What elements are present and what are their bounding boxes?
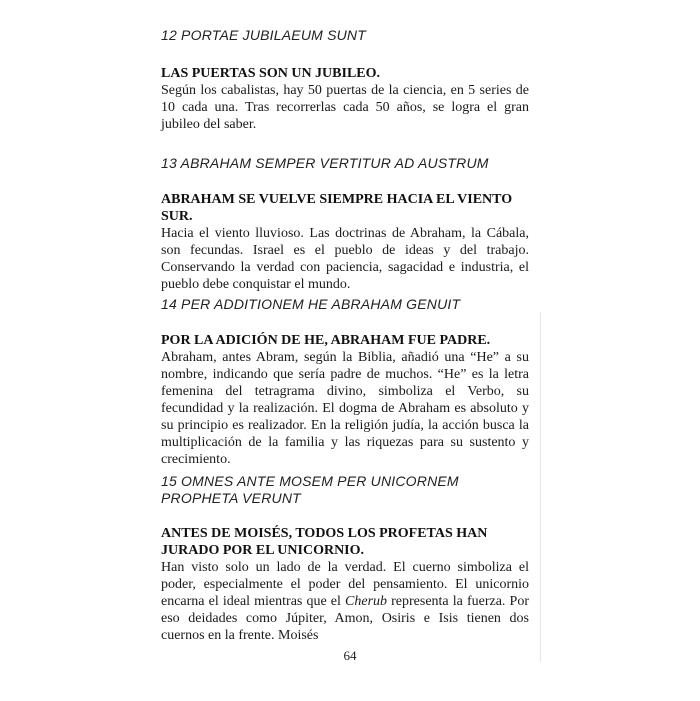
section-body: Hacia el viento lluvioso. Las doctrinas de Abraham, la Cábala, son fecundas. Israel es el pueblo de ideas y del trabajo. Conservando la verdad con paciencia, sagacidad e industria, el pueblo debe conquistar el mundo. [161, 226, 529, 292]
section-heading: 14 PER ADDITIONEM HE ABRAHAM GENUIT [161, 296, 461, 312]
page-edge-line [540, 312, 541, 662]
page-number: 64 [343, 648, 357, 663]
section-body: Abraham, antes Abram, según la Biblia, añadió una “He” a su nombre, indicando que sería padre de muchos. “He” es la letra femenina del tetragrama divino, simboliza el Verbo, su fecundidad y la realización. El dogma de Abraham es absoluto y su principio es realizador. En la religión judía, la acción busca la multiplicación de la familia y las riquezas para su sustento y crecimiento. [161, 350, 529, 467]
section-15 [161, 473, 529, 644]
section-subtitle: ABRAHAM SE VUELVE SIEMPRE HACIA EL VIENTO SUR. [161, 192, 513, 224]
body-text-part: representa la fuerza. Por eso deidades como Júpiter, Amon, Osiris e Isis tienen dos cuernos en la frente. Moisés [161, 594, 529, 643]
body-italic-word: Cherub [345, 594, 388, 609]
section-subtitle: POR LA ADICIÓN DE HE, ABRAHAM FUE PADRE. [161, 333, 491, 348]
body-text-part: Han visto solo un lado de la verdad. El cuerno simboliza el poder, especialmente el poder del pensamiento. El unicornio encarna el ideal mientras que el [161, 560, 529, 609]
section-heading: 12 PORTAE JUBILAEUM SUNT [161, 27, 366, 43]
section-heading: 15 OMNES ANTE MOSEM PER UNICORNEM PROPHETA VERUNT [161, 473, 459, 506]
section-12 [161, 27, 529, 133]
section-body [161, 559, 529, 644]
section-heading: 13 ABRAHAM SEMPER VERTITUR AD AUSTRUM [161, 155, 489, 171]
section-subtitle: LAS PUERTAS SON UN JUBILEO. [161, 66, 381, 81]
section-13 [161, 155, 529, 293]
section-14 [161, 296, 529, 468]
section-subtitle: ANTES DE MOISÉS, TODOS LOS PROFETAS HAN JURADO POR EL UNICORNIO. [161, 526, 488, 558]
section-body: Según los cabalistas, hay 50 puertas de la ciencia, en 5 series de 10 cada una. Tras recorrerlas cada 50 años, se logra el gran jubileo del saber. [161, 83, 529, 132]
